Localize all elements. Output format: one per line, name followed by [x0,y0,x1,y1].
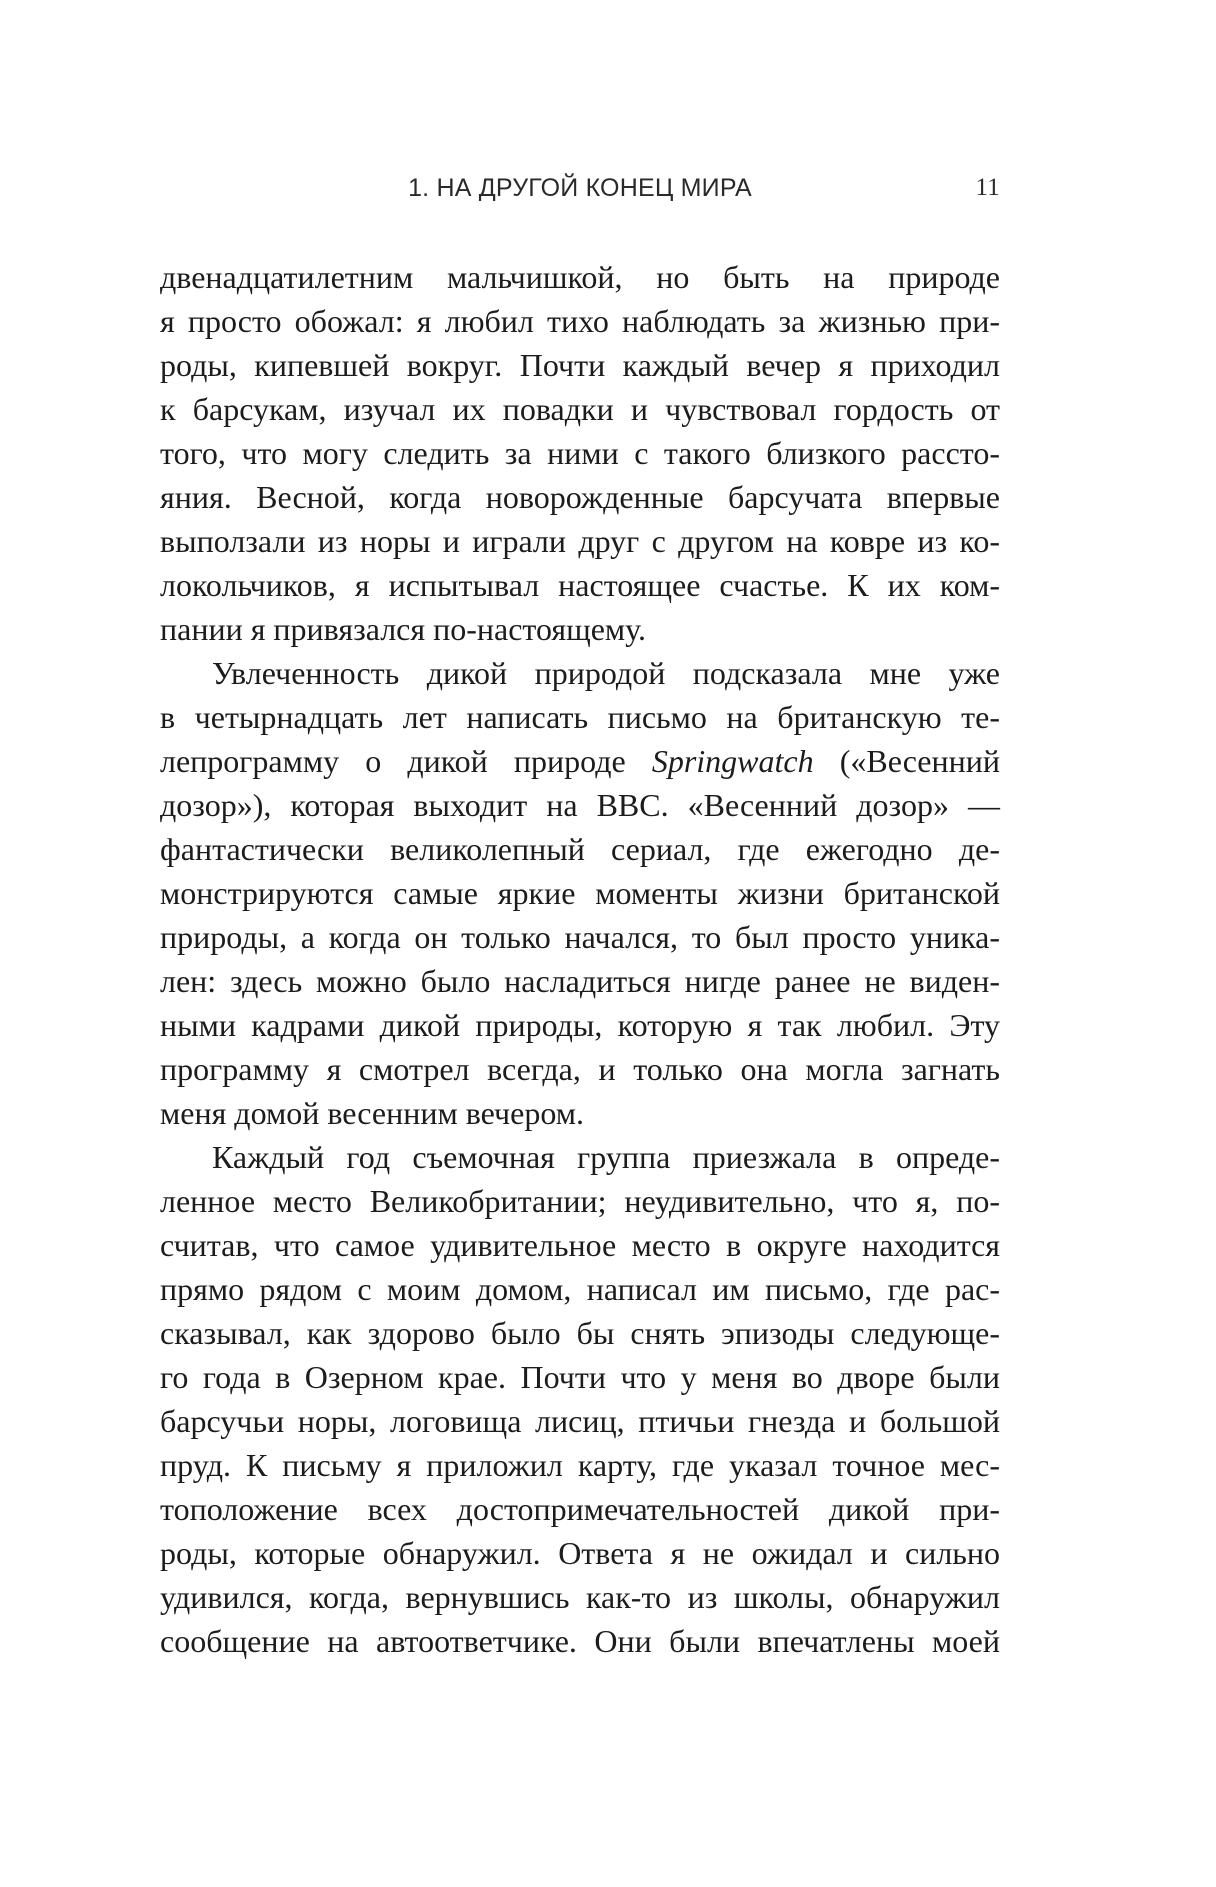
text-line: меня домой весенним вечером. [160,1095,584,1131]
text-line: сообщение на автоответчике. Они были впечатлены моей [160,1623,1000,1659]
text-line: в четырнадцать лет написать письмо на британскую те- [160,699,1000,735]
text-line: природы, а когда он только начался, то был просто уника- [160,919,1000,955]
text-line: ленное место Великобритании; неудивительно, что я, по- [160,1183,1000,1219]
show-title-italic: Springwatch [651,743,814,779]
running-head [160,174,1000,214]
text-line: яния. Весной, когда новорожденные барсучата впервые [160,479,1000,515]
text-line: удивился, когда, вернувшись как-то из школы, обнаружил [160,1579,1000,1615]
text-line: сказывал, как здорово было бы снять эпизоды следующе- [160,1315,1000,1351]
text-line [160,739,1000,783]
body-text [160,255,1000,1663]
text-line: ными кадрами дикой природы, которую я так любил. Эту [160,1007,1000,1043]
chapter-title: 1. НА ДРУГОЙ КОНЕЦ МИРА [408,174,752,202]
text-line: Увлеченность дикой природой подсказала мне уже [212,655,1000,691]
text-line: пании я привязался по-настоящему. [160,611,646,647]
text-line: барсучьи норы, логовища лисиц, птичьи гнезда и большой [160,1403,1000,1439]
text-line: фантастически великолепный сериал, где ежегодно де- [160,831,1000,867]
text-line: локольчиков, я испытывал настоящее счастье. К их ком- [160,567,1000,603]
text-line: двенадцатилетним мальчишкой, но быть на природе [160,259,1000,295]
paragraph-1 [160,255,1000,651]
text-line: к барсукам, изучал их повадки и чувствовал гордость от [160,391,1000,427]
paragraph-2 [160,651,1000,1135]
text-line: пруд. К письму я приложил карту, где указал точное мес- [160,1447,1000,1483]
text-line: прямо рядом с моим домом, написал им письмо, где рас- [160,1271,1000,1307]
text-line: программу я смотрел всегда, и только она могла загнать [160,1051,1000,1087]
paragraph-3 [160,1135,1000,1663]
text-line: дозор»), которая выходит на BBC. «Весенний дозор» — [160,787,1000,823]
text-line: роды, кипевшей вокруг. Почти каждый вечер я приходил [160,347,1000,383]
text-segment: лепрограмму о дикой природе [160,743,652,779]
text-line: того, что могу следить за ними с такого близкого рассто- [160,435,1000,471]
text-segment: («Весенний [813,743,1001,779]
text-line: лен: здесь можно было насладиться нигде ранее не виден- [160,963,1000,999]
text-line: Каждый год съемочная группа приезжала в опреде- [212,1139,1000,1175]
text-line: выползали из норы и играли друг с другом на ковре из ко- [160,523,1000,559]
text-line: тоположение всех достопримечательностей дикой при- [160,1491,1000,1527]
page-number: 11 [975,174,1000,201]
text-line: я просто обожал: я любил тихо наблюдать за жизнью при- [160,303,1000,339]
text-line: монстрируются самые яркие моменты жизни британской [160,875,1000,911]
text-line: го года в Озерном крае. Почти что у меня во дворе были [160,1359,1000,1395]
text-line: роды, которые обнаружил. Ответа я не ожидал и сильно [160,1535,1000,1571]
text-line: считав, что самое удивительное место в округе находится [160,1227,1000,1263]
